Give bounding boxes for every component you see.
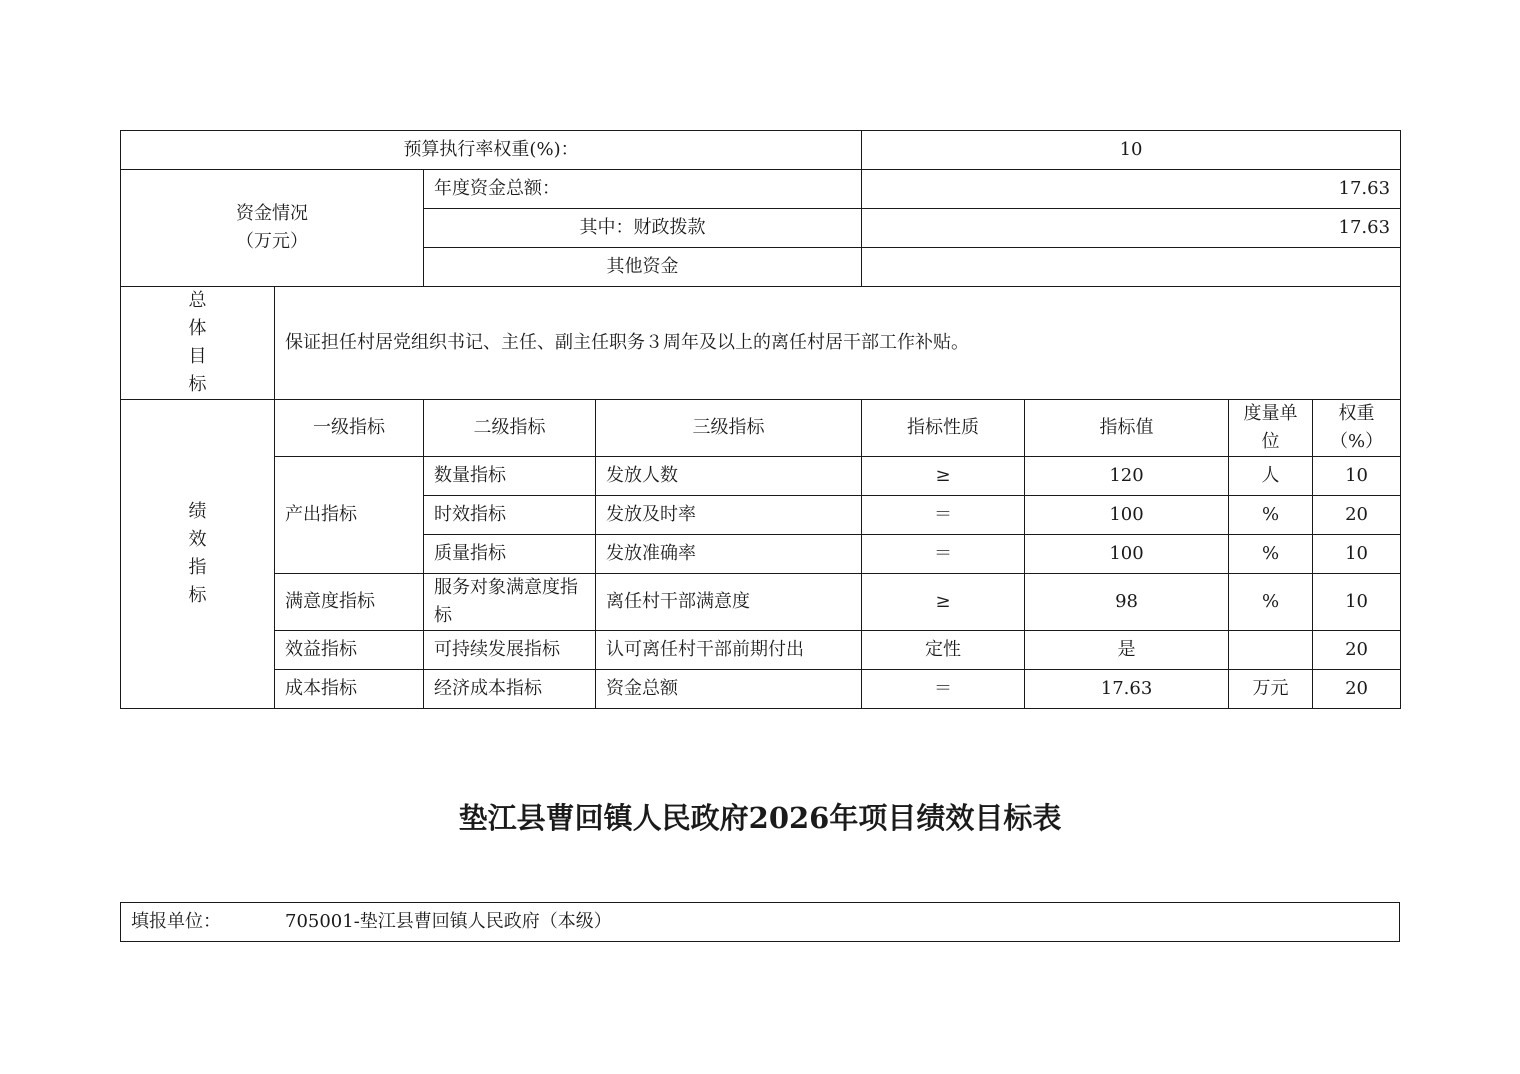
performance-target-table	[120, 130, 1401, 709]
funds-label-cell	[121, 170, 424, 287]
indicator-level3: 认可离任村干部前期付出	[596, 631, 862, 670]
indicator-row	[121, 631, 1401, 670]
indicator-row	[121, 670, 1401, 709]
indicator-value: 100	[1025, 535, 1229, 574]
budget-weight-value: 10	[862, 131, 1401, 170]
budget-weight-row	[121, 131, 1401, 170]
indicator-level2: 经济成本指标	[424, 670, 596, 709]
overall-goal-label-cell	[121, 287, 275, 400]
group-cost: 成本指标	[275, 670, 424, 709]
header-unit: 度量单位	[1229, 400, 1313, 457]
header-level1: 一级指标	[275, 400, 424, 457]
indicator-level2: 时效指标	[424, 496, 596, 535]
indicator-weight: 10	[1313, 457, 1401, 496]
indicator-level2: 数量指标	[424, 457, 596, 496]
reporting-unit-box	[120, 902, 1400, 942]
group-satisfaction: 满意度指标	[275, 574, 424, 631]
funds-other-label: 其他资金	[424, 248, 862, 287]
indicator-level2: 质量指标	[424, 535, 596, 574]
funds-unit-label: （万元）	[236, 231, 308, 252]
funds-total-row	[121, 170, 1401, 209]
header-level2: 二级指标	[424, 400, 596, 457]
indicator-weight: 10	[1313, 574, 1401, 631]
indicator-value: 是	[1025, 631, 1229, 670]
funds-fiscal-value: 17.63	[862, 209, 1401, 248]
indicator-row	[121, 457, 1401, 496]
overall-goal-label: 总体目标	[188, 290, 207, 395]
indicator-weight: 20	[1313, 496, 1401, 535]
indicator-unit: 万元	[1229, 670, 1313, 709]
indicator-value: 120	[1025, 457, 1229, 496]
indicator-nature: ≥	[862, 574, 1025, 631]
document-title: 垫江县曹回镇人民政府2026年项目绩效目标表	[458, 801, 1062, 835]
indicator-level2: 可持续发展指标	[424, 631, 596, 670]
indicator-value: 17.63	[1025, 670, 1229, 709]
indicator-unit: %	[1229, 535, 1313, 574]
funds-other-value	[862, 248, 1401, 287]
funds-label: 资金情况	[236, 203, 308, 224]
indicator-header-row	[121, 400, 1401, 457]
indicator-unit: 人	[1229, 457, 1313, 496]
group-benefit: 效益指标	[275, 631, 424, 670]
overall-goal-row	[121, 287, 1401, 400]
header-weight: 权重（%）	[1313, 400, 1401, 457]
indicator-weight: 20	[1313, 631, 1401, 670]
indicator-unit: %	[1229, 496, 1313, 535]
indicator-nature: 定性	[862, 631, 1025, 670]
indicator-weight: 10	[1313, 535, 1401, 574]
indicator-nature: ≥	[862, 457, 1025, 496]
group-output: 产出指标	[275, 457, 424, 574]
funds-total-label: 年度资金总额：	[424, 170, 862, 209]
header-nature: 指标性质	[862, 400, 1025, 457]
indicator-value: 98	[1025, 574, 1229, 631]
indicator-level3: 发放人数	[596, 457, 862, 496]
reporting-unit-value: 705001-垫江县曹回镇人民政府（本级）	[285, 911, 612, 932]
funds-total-value: 17.63	[862, 170, 1401, 209]
indicator-level3: 离任村干部满意度	[596, 574, 862, 631]
funds-fiscal-label: 其中：财政拨款	[424, 209, 862, 248]
indicator-unit	[1229, 631, 1313, 670]
indicator-nature: ＝	[862, 670, 1025, 709]
performance-label-cell	[121, 400, 275, 709]
indicator-level2: 服务对象满意度指标	[424, 574, 596, 631]
reporting-unit-label: 填报单位：	[131, 911, 221, 932]
indicator-nature: ＝	[862, 535, 1025, 574]
indicator-weight: 20	[1313, 670, 1401, 709]
indicator-value: 100	[1025, 496, 1229, 535]
indicator-nature: ＝	[862, 496, 1025, 535]
indicator-row	[121, 574, 1401, 631]
indicator-level3: 发放及时率	[596, 496, 862, 535]
performance-label: 绩效指标	[188, 501, 207, 606]
indicator-unit: %	[1229, 574, 1313, 631]
header-level3: 三级指标	[596, 400, 862, 457]
budget-weight-label: 预算执行率权重(%)：	[121, 131, 862, 170]
overall-goal-text: 保证担任村居党组织书记、主任、副主任职务３周年及以上的离任村居干部工作补贴。	[275, 287, 1401, 400]
header-value: 指标值	[1025, 400, 1229, 457]
indicator-level3: 发放准确率	[596, 535, 862, 574]
indicator-level3: 资金总额	[596, 670, 862, 709]
